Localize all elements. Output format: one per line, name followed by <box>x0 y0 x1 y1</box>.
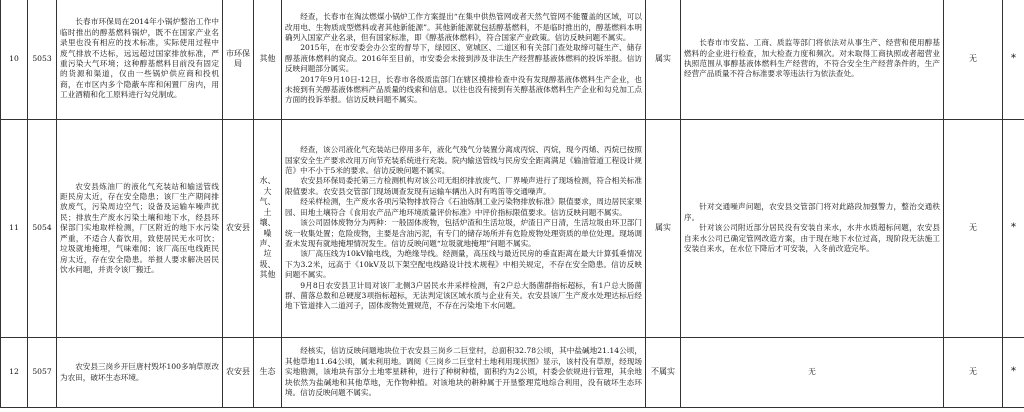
accountability-cell: 无 <box>944 338 1003 408</box>
table-row <box>1 0 1024 120</box>
handling-cell: 针对交通噪声问题，农安县交管部门将对此路段加强警力，整治交通秩序。 针对该公司附近部分居民没有安装自来水，水井水质超标问题，农安县自来水公司已确定管网改造方案，由于现在地下水位过高，现阶段无法施工安装自来水，在水位下降后才可安装，入冬前改造完毕。 <box>681 120 944 338</box>
mark-cell: * <box>1003 120 1024 338</box>
case-id: 5057 <box>28 338 57 408</box>
verdict-cell: 属实 <box>646 0 681 120</box>
table-row <box>1 120 1024 338</box>
row-number: 12 <box>1 338 28 408</box>
pollution-type-cell: 其他 <box>254 0 282 120</box>
pollution-type-cell: 生态 <box>254 338 282 408</box>
accountability-cell: 无 <box>944 0 1003 120</box>
complaint-cell: 农安县三岗乡开巨唐村毁坏100多垧草原改为农田，破坏生态环境。 <box>57 338 223 408</box>
handling-cell: 无 <box>681 338 944 408</box>
row-number: 11 <box>1 120 28 338</box>
case-id: 5053 <box>28 0 57 120</box>
row-number: 10 <box>1 0 28 120</box>
investigation-cell: 经核实，信访反映问题地块位于农安县三岗乡二巨堂村，总面积32.78公顷，其中盐碱地21.14公顷，其他草地11.64公顷，属未利用地。调阅《三岗乡二巨堂村土地利用现状图》显示，该村没有草原，经现场实地勘测，该地块有部分土地零星耕种，进行了种树种植，面积约为2公顷，村委会依规进行管理，其余地块依然为盐碱地和其他草地，无作物种植。对该地块的耕种属于开垦整理荒地综合利用，没有破坏生态环境。信访反映问题不属实。 <box>282 338 646 408</box>
verdict-cell: 属实 <box>646 120 681 338</box>
table-row <box>1 338 1024 408</box>
accountability-cell: 无 <box>944 120 1003 338</box>
complaint-cell: 长春市环保局在2014年小锅炉整治工作中临时推出的醇基燃料锅炉，既不在国家产业名录里也没有相应的技术标准，实际使用过程中废气排放不达标，远远超过国家排放标准，严重污染大气环境；这种醇基燃料目前没有固定的货源和渠道，仅由一些锅炉供应商和投机商，在市区内多个隐蔽车库和闲置厂房内，用工业酒精和化工原料进行勾兑制成。 <box>57 0 223 120</box>
complaint-cell: 农安县炼油厂的液化气充装站和输送管线距民房太近，存在安全隐患；该厂生产期间排放废气，污染周边空气；设备及运输车噪声扰民；排放生产废水污染土壤和地下水，经县环保部门实地取样检测，厂区附近的地下水污染严重，不适合人畜饮用，致使居民无水可饮；垃圾就地掩埋，气味难闻；该厂高压电线距民房太近，存在安全隐患。举报人要求解决居民饮水问题，并责令该厂搬迁。 <box>57 120 223 338</box>
region-cell: 农安县 <box>223 338 254 408</box>
investigation-cell: 经查，该公司液化气充装站已停用多年，液化气残气分装置分离成丙烷、丙烷，现今丙烯、丙烷已按照国家安全生产要求改用万向节充装系统进行充装。院内输送管线与民房安全距离满足《输油管道工程设计规范》中不小于5米的要求。信访反映问题不属实。 农安县环保局委托第三方检测机构对该公司无组织排放废气、厂界噪声进行了现场检测，符合相关标准限值要求。农安县交管部门现场调查发现有运输车辆出入时有鸣笛等交通噪声。 经采样检测，生产废水各项污染物排放符合《石油炼制工业污染物排放标准》限值要求，周边居民家果园、田地土壤符合《食用农产品产地环境质量评价标准》中评价指标限值要求。信访反映问题不属实。 该公司固体废物分为两种：一般固体废物，包括炉渣和生活垃圾，炉渣日产日清，生活垃圾由环卫部门统一收集处置；危险废物，主要是含油污泥，有专门的储存场所并有危险废物处理资质的单位处理。现场调查未发现有就地掩埋情况发生。信访反映问题“垃圾就地掩埋”问题不属实。 该厂高压线为10kV输电线，为绝缘导线。经测量，高压线与最近民房的垂直距离在最大计算弧垂情况下为3.2米，远高于《10kV及以下架空配电线路设计技术规程》中相关规定，不存在安全隐患。信访反映问题不属实。 9月8日农安县卫计局对该厂北侧3户居民水井采样检测，有2户总大肠菌群指标超标，有1户总大肠菌群、菌落总数和总硬度3项指标超标，无法判定该区域水质与企业有关。农安县该厂生产废水处理达标后经地下管道排入二道河子，固体废物处置规范，不存在污染地下水问题。 <box>282 120 646 338</box>
handling-cell: 长春市市安监、工商、质监等部门将依法对从事生产、经营和使用醇基燃料的企业进行检查，加大检查力度和频次。对未取得工商执照或者超营业执照范围从事醇基液体燃料生产经营的，不符合安全生产经营条件的，生产经营产品质量不符合标准要求等违法行为依法查处。 <box>681 0 944 120</box>
verdict-cell: 不属实 <box>646 338 681 408</box>
region-cell: 农安县 <box>223 120 254 338</box>
region-cell: 市环保局 <box>223 0 254 120</box>
mark-cell: * <box>1003 0 1024 120</box>
case-id: 5054 <box>28 120 57 338</box>
pollution-type-cell: 水、大气、土壤、噪声、垃圾、其他 <box>254 120 282 338</box>
investigation-cell: 经查，长春市在淘汰燃煤小锅炉工作方案提出“在集中供热管网或者天然气管网不能覆盖的区域，可以改用电、生物质成型燃料或者其他新能源”。其他新能源就包括醇基燃料，不是临时推出的，醇基燃料本明确列入国家产业名录，但有国家标准，即《醇基液体燃料》，符合国家产业政策。信访反映问题不属实。 2015年，在市安委会办公室的督导下，绿园区、宽城区、二道区和有关部门查处取缔可疑生产、储存醇基液体燃料的窝点。2016年至目前，市安委会未接到涉及非法生产经营醇基液体燃料的投诉举报。信访反映问题部分属实。 2017年9月10日-12日，长春市各级质监部门在辖区摸排检查中没有发现醇基液体燃料生产企业，也未接到有关醇基液体燃料产品质量的线索和信息。以往也没有接到有关醇基液体燃料生产企业和勾兑加工点方面的投诉举报。信访反映问题不属实。 <box>282 0 646 120</box>
mark-cell: * <box>1003 338 1024 408</box>
